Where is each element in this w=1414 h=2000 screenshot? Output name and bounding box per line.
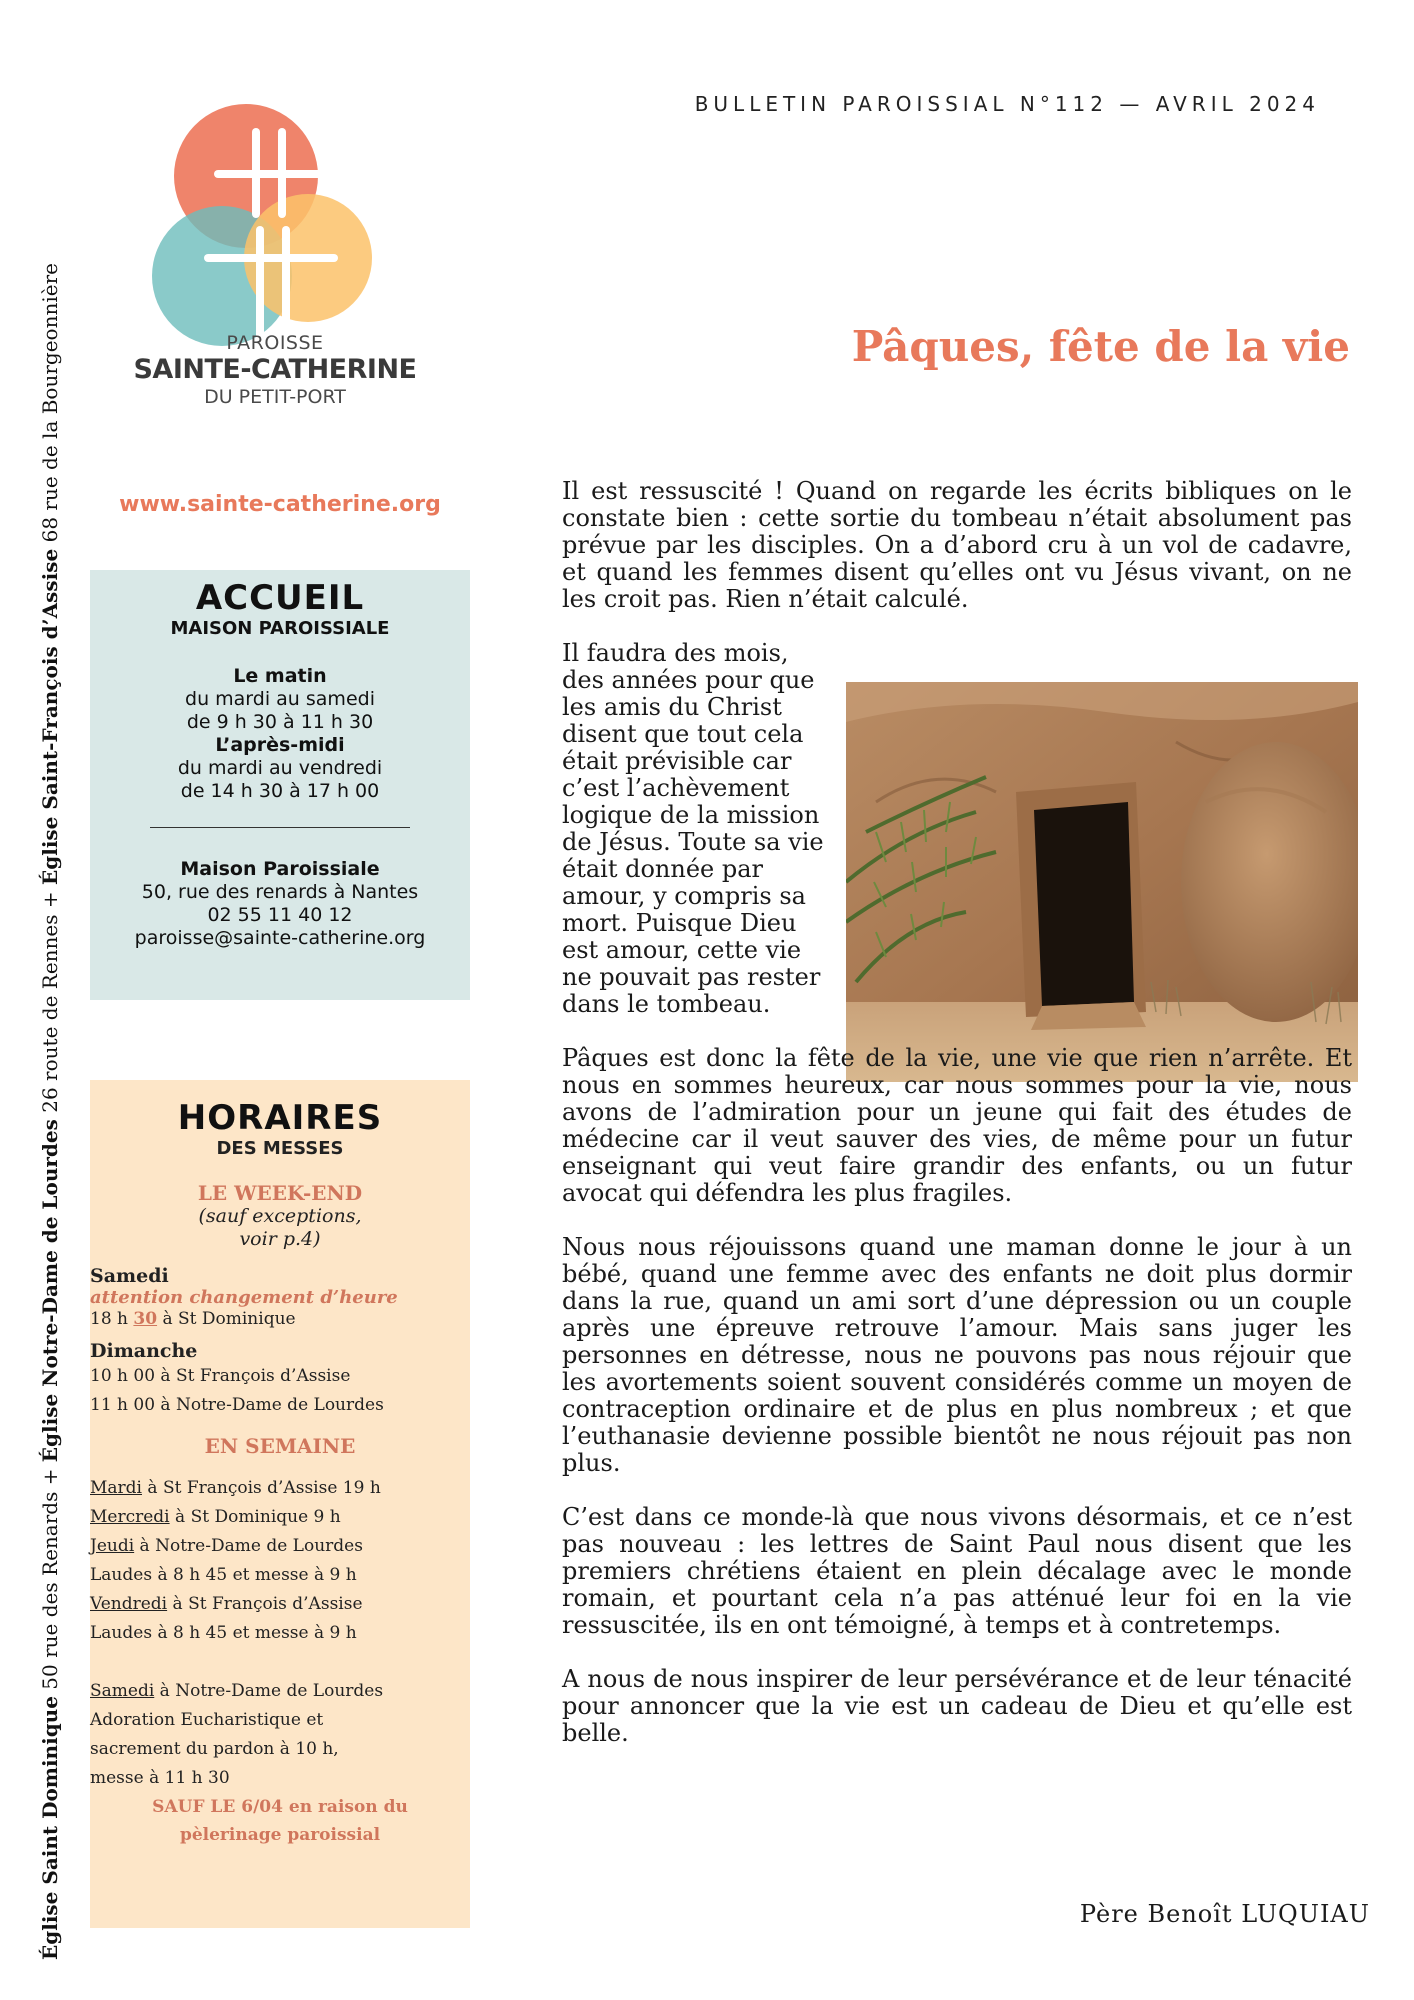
signature: Père Benoît LUQUIAU bbox=[1079, 1900, 1370, 1928]
weekend-note-2: voir p.4) bbox=[239, 1228, 321, 1250]
article-paragraph-6: A nous de nous inspirer de leur persévérance et de leur ténacité pour annoncer que la vie est un cadeau de Dieu et qu’elle est belle. bbox=[562, 1665, 1352, 1747]
dimanche-mass-2: 11 h 00 à Notre-Dame de Lourdes bbox=[90, 1395, 384, 1415]
afternoon-label: L’après-midi bbox=[215, 734, 345, 756]
morning-days: du mardi au samedi bbox=[185, 688, 375, 710]
afternoon-days: du mardi au vendredi bbox=[177, 757, 383, 779]
afternoon-hours: de 14 h 30 à 17 h 00 bbox=[180, 780, 380, 802]
accueil-subtitle: MAISON PAROISSIALE bbox=[170, 618, 390, 639]
jeudi-mass: Jeudi à Notre-Dame de Lourdes bbox=[90, 1536, 363, 1556]
logo-line-1: PAROISSE bbox=[226, 332, 324, 354]
issue-header: BULLETIN PAROISSIAL N°112 — AVRIL 2024 bbox=[694, 92, 1320, 116]
horaires-box bbox=[90, 1080, 470, 1928]
phone: 02 55 11 40 12 bbox=[207, 904, 353, 926]
samedi-mass: 18 h 30 à St Dominique bbox=[90, 1309, 296, 1329]
article-paragraph-3: Pâques est donc la fête de la vie, une vie que rien n’arrête. Et nous en sommes heureux, car nous sommes pour la vie, nous avons de l’admiration pour un jeune qui fait des études de médecine car il veut sauver des vies, de même pour un futur enseignant qui veut faire grandir des enfants, ou un futur avocat qui défendra les plus fragiles. bbox=[562, 1044, 1352, 1207]
address: 50, rue des renards à Nantes bbox=[141, 881, 419, 903]
vendredi-mass: Vendredi à St François d’Assise bbox=[90, 1594, 363, 1614]
vendredi-laudes: Laudes à 8 h 45 et messe à 9 h bbox=[90, 1623, 357, 1643]
mardi-mass: Mardi à St François d’Assise 19 h bbox=[90, 1478, 381, 1498]
samedi-label: Samedi bbox=[90, 1265, 169, 1287]
article-paragraph-2: Il faudra des mois, des années pour que les amis du Christ disent que tout cela était prévisible car c’est l’achèvement logique de la mission de Jésus. Toute sa vie était donnée par amour, y compris sa mort. Puisque Dieu est amour, cette vie ne pouvait pas rester dans le tombeau. bbox=[562, 639, 824, 1018]
side-address: Église Saint Dominique 50 rue des Renards + Église Notre-Dame de Lourdes 26 route de Rennes + Église Saint-François d’Assise 68 rue de la Bourgeonnière bbox=[38, 263, 62, 1960]
email-link[interactable]: paroisse@sainte-catherine.org bbox=[134, 927, 426, 949]
exception-note-1: SAUF LE 6/04 en raison du bbox=[152, 1797, 408, 1817]
divider bbox=[150, 827, 410, 828]
samedi-semaine-mass: Samedi à Notre-Dame de Lourdes bbox=[90, 1681, 384, 1701]
article-body bbox=[562, 478, 1352, 1774]
morning-hours: de 9 h 30 à 11 h 30 bbox=[186, 711, 374, 733]
address-label: Maison Paroissiale bbox=[180, 858, 380, 880]
logo-text bbox=[110, 332, 440, 408]
jeudi-laudes: Laudes à 8 h 45 et messe à 9 h bbox=[90, 1565, 357, 1585]
article-paragraph-5: C’est dans ce monde-là que nous vivons désormais, et ce n’est pas nouveau : les lettres de Saint Paul nous disent que les premiers chrétiens étaient en plein décalage avec le monde romain, et pourtant cela n’a pas atténué leur foi en la vie ressuscitée, ils en ont témoigné, à temps et à contretemps. bbox=[562, 1503, 1352, 1639]
dimanche-mass-1: 10 h 00 à St François d’Assise bbox=[90, 1366, 351, 1386]
horaires-subtitle: DES MESSES bbox=[216, 1138, 344, 1159]
logo-line-2: SAINTE-CATHERINE bbox=[133, 354, 417, 385]
website-link[interactable]: www.sainte-catherine.org bbox=[119, 492, 441, 517]
weekend-label: LE WEEK-END bbox=[197, 1181, 363, 1205]
semaine-label: EN SEMAINE bbox=[204, 1434, 356, 1458]
morning-label: Le matin bbox=[233, 665, 327, 687]
weekend-note-1: (sauf exceptions, bbox=[198, 1205, 362, 1227]
adoration: Adoration Eucharistique et bbox=[90, 1710, 324, 1730]
logo-line-3: DU PETIT-PORT bbox=[204, 386, 346, 408]
article-paragraph-4: Nous nous réjouissons quand une maman donne le jour à un bébé, quand une femme avec des enfants ne doit plus dormir dans la rue, quand un ami sort d’une dépression ou un couple après une épreuve retrouve l’amour. Mais sans juger les personnes en détresse, nous ne pouvons pas nous réjouir que les avortements soient souvent considérés comme un moyen de contraception ordinaire et de plus en plus nombreux ; et que l’euthanasie devienne possible bientôt ne nous réjouit pas non plus. bbox=[562, 1233, 1352, 1477]
article-title: Pâques, fête de la vie bbox=[851, 322, 1350, 371]
samedi-warning: attention changement d’heure bbox=[90, 1287, 398, 1308]
accueil-title: ACCUEIL bbox=[195, 578, 365, 618]
exception-note-2: pèlerinage paroissial bbox=[179, 1825, 381, 1845]
horaires-title: HORAIRES bbox=[177, 1098, 383, 1138]
dimanche-label: Dimanche bbox=[90, 1340, 198, 1362]
messe-11h30: messe à 11 h 30 bbox=[90, 1768, 230, 1788]
accueil-box bbox=[90, 570, 470, 1000]
mercredi-mass: Mercredi à St Dominique 9 h bbox=[90, 1507, 341, 1527]
article-paragraph-1: Il est ressuscité ! Quand on regarde les écrits bibliques on le constate bien : cette sortie du tombeau n’était absolument pas prévue par les disciples. On a d’abord cru à un vol de cadavre, et quand les femmes disent qu’elles ont vu Jésus vivant, on ne les croit pas. Rien n’était calculé. bbox=[562, 477, 1352, 613]
pardon: sacrement du pardon à 10 h, bbox=[90, 1739, 339, 1759]
